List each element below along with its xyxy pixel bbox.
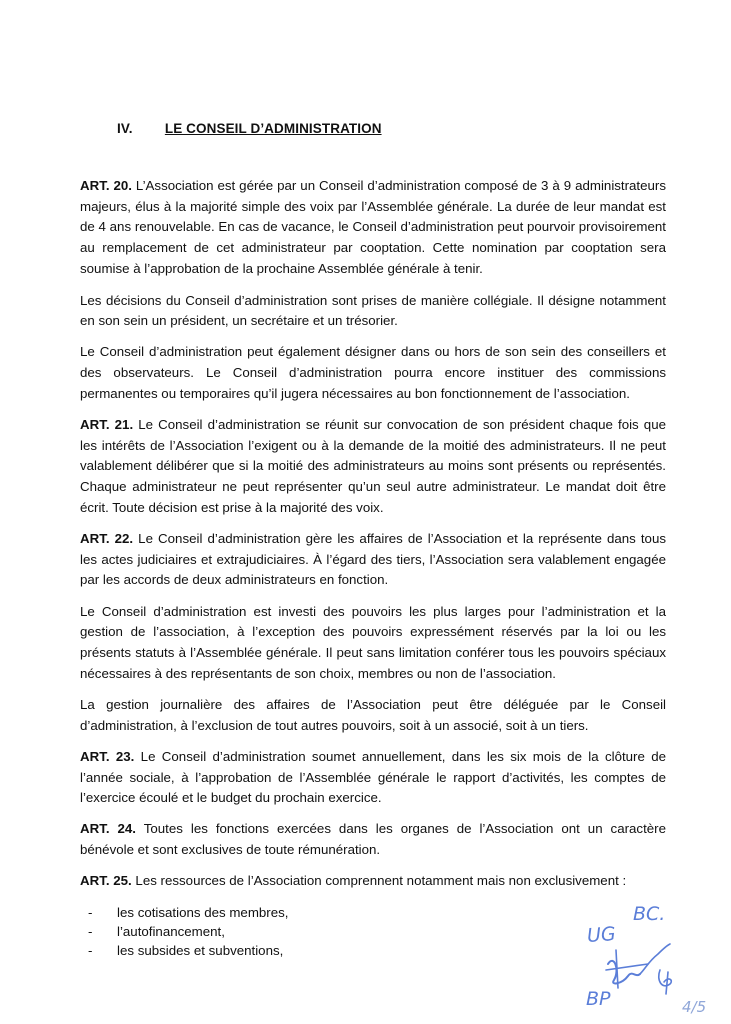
paragraph-text: La gestion journalière des affaires de l’Association peut être déléguée par le Conseil d’administration, à l’exclusion de tout autres pouvoirs, soit à un associé, soit à un tiers. [80,696,666,733]
section-heading [117,121,382,136]
paragraph-art-20 [80,176,666,280]
paragraph [80,602,666,685]
article-label: ART. 24. [80,821,136,837]
handwritten-initials-bc: BC. [633,903,666,925]
paragraph-art-25 [80,871,666,892]
article-label: ART. 23. [80,748,135,764]
handwritten-initials-ug: UG [586,923,617,947]
paragraph-text: Le Conseil d’administration soumet annuellement, dans les six mois de la clôture de l’année sociale, à l’approbation de l’Assemblée générale le rapport d’activités, les comptes de l’exercice écoulé et le budget du prochain exercice. [80,748,666,806]
handwritten-page-number: 4/5 [682,998,707,1016]
paragraph [80,695,666,736]
article-label: ART. 21. [80,417,134,433]
paragraph-text: L’Association est gérée par un Conseil d’administration composé de 3 à 9 administrateurs majeurs, élus à la majorité simple des voix par l’Assemblée générale. La durée de leur mandat est de 4 ans renouvelable. En cas de vacance, le Conseil d’administration peut pourvoir provisoirement au remplacement de cet administrateur par cooptation. Cette nomination par cooptation sera soumise à l’approbation de la prochaine Assemblée générale à tenir. [80,178,666,276]
paragraph-text: Le Conseil d’administration se réunit sur convocation de son président chaque fois que les intérêts de l’Association l’exigent ou à la demande de la moitié des administrateurs. Il ne peut valablement délibérer que si la moitié des administrateurs au moins sont présents ou représentés. Chaque administrateur ne peut représenter qu’un seul autre administrateur. Le mandat doit être écrit. Toute décision est prise à la majorité des voix. [80,417,666,515]
article-label: ART. 22. [80,531,134,547]
list-item: - les cotisations des membres, [80,903,666,922]
document-body [80,176,666,960]
paragraph-text: Le Conseil d’administration peut également désigner dans ou hors de son sein des conseillers et des observateurs. Le Conseil d’administration pourra encore instituer des commissions permanentes ou temporaires qu’il jugera nécessaires au bon fonctionnement de l’association. [80,344,666,401]
paragraph [80,342,666,404]
paragraph-art-24 [80,819,666,860]
signature-strokes [606,944,671,994]
section-number: IV. [117,121,133,136]
article-label: ART. 20. [80,178,132,193]
article-label: ART. 25. [80,873,132,889]
list-item: - les subsides et subventions, [80,941,666,960]
paragraph-text: Le Conseil d’administration est investi des pouvoirs les plus larges pour l’administration et la gestion de l’association, à l’exception des pouvoirs expressément réservés par la loi ou les présents statuts à l’Assemblée générale. Il peut sans limitation conférer tous les pouvoirs spéciaux nécessaires à des représentants de son choix, membres ou non de l’association. [80,603,666,681]
paragraph-art-21 [80,415,666,519]
handwritten-signatures [600,940,680,1010]
handwritten-initials-bp: BP [586,988,611,1010]
paragraph-text: Le Conseil d’administration gère les affaires de l’Association et la représente dans tous les actes judiciaires et extrajudiciaires. À l’égard des tiers, l’Association sera valablement engagée par les accords de deux administrateurs en fonction. [80,531,666,588]
paragraph-text: Les décisions du Conseil d’administration sont prises de manière collégiale. Il désigne notamment en son sein un président, un secrétaire et un trésorier. [80,292,666,329]
paragraph-art-22 [80,529,666,591]
section-title: LE CONSEIL D’ADMINISTRATION [164,121,382,136]
resources-list [80,903,666,960]
paragraph [80,291,666,332]
paragraph-text: Les ressources de l’Association comprennent notamment mais non exclusivement : [131,873,627,889]
paragraph-text: Toutes les fonctions exercées dans les organes de l’Association ont un caractère bénévole et sont exclusives de toute rémunération. [80,821,666,858]
list-item: - l’autofinancement, [80,922,666,941]
paragraph-art-23 [80,747,666,809]
